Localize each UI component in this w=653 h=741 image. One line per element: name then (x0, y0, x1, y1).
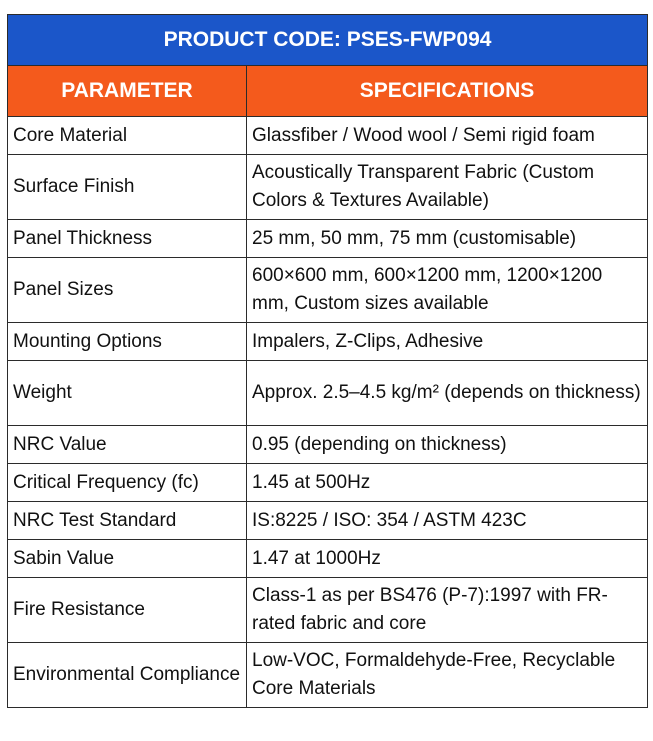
table-row (8, 155, 648, 220)
specification-cell: Low-VOC, Formaldehyde-Free, Recyclable Core Materials (247, 643, 648, 708)
specification-cell: 1.47 at 1000Hz (247, 540, 648, 578)
specifications-header: SPECIFICATIONS (247, 66, 648, 117)
table-row (8, 258, 648, 323)
parameter-cell: Panel Thickness (8, 220, 247, 258)
specification-cell: Class-1 as per BS476 (P-7):1997 with FR-rated fabric and core (247, 578, 648, 643)
parameter-cell: Panel Sizes (8, 258, 247, 323)
specification-cell: 25 mm, 50 mm, 75 mm (customisable) (247, 220, 648, 258)
parameter-cell: Surface Finish (8, 155, 247, 220)
parameter-cell: Weight (8, 361, 247, 426)
table-row (8, 540, 648, 578)
table-row (8, 117, 648, 155)
specification-cell: Approx. 2.5–4.5 kg/m² (depends on thickness) (247, 361, 648, 426)
product-code-title: PRODUCT CODE: PSES-FWP094 (8, 15, 648, 66)
parameter-cell: Critical Frequency (fc) (8, 464, 247, 502)
header-row (8, 66, 648, 117)
parameter-cell: Fire Resistance (8, 578, 247, 643)
parameter-cell: Sabin Value (8, 540, 247, 578)
table-row (8, 426, 648, 464)
parameter-cell: NRC Value (8, 426, 247, 464)
parameter-header: PARAMETER (8, 66, 247, 117)
parameter-cell: NRC Test Standard (8, 502, 247, 540)
spec-sheet (7, 14, 647, 708)
specification-cell: 0.95 (depending on thickness) (247, 426, 648, 464)
title-row (8, 15, 648, 66)
parameter-cell: Core Material (8, 117, 247, 155)
table-row (8, 502, 648, 540)
specification-cell: Impalers, Z-Clips, Adhesive (247, 323, 648, 361)
spec-table (7, 14, 648, 708)
specification-cell: 600×600 mm, 600×1200 mm, 1200×1200 mm, Custom sizes available (247, 258, 648, 323)
parameter-cell: Mounting Options (8, 323, 247, 361)
table-row (8, 464, 648, 502)
table-row (8, 578, 648, 643)
table-row (8, 361, 648, 426)
specification-cell: Glassfiber / Wood wool / Semi rigid foam (247, 117, 648, 155)
specification-cell: 1.45 at 500Hz (247, 464, 648, 502)
specification-cell: Acoustically Transparent Fabric (Custom Colors & Textures Available) (247, 155, 648, 220)
specification-cell: IS:8225 / ISO: 354 / ASTM 423C (247, 502, 648, 540)
parameter-cell: Environmental Compliance (8, 643, 247, 708)
table-row (8, 220, 648, 258)
table-row (8, 643, 648, 708)
table-row (8, 323, 648, 361)
